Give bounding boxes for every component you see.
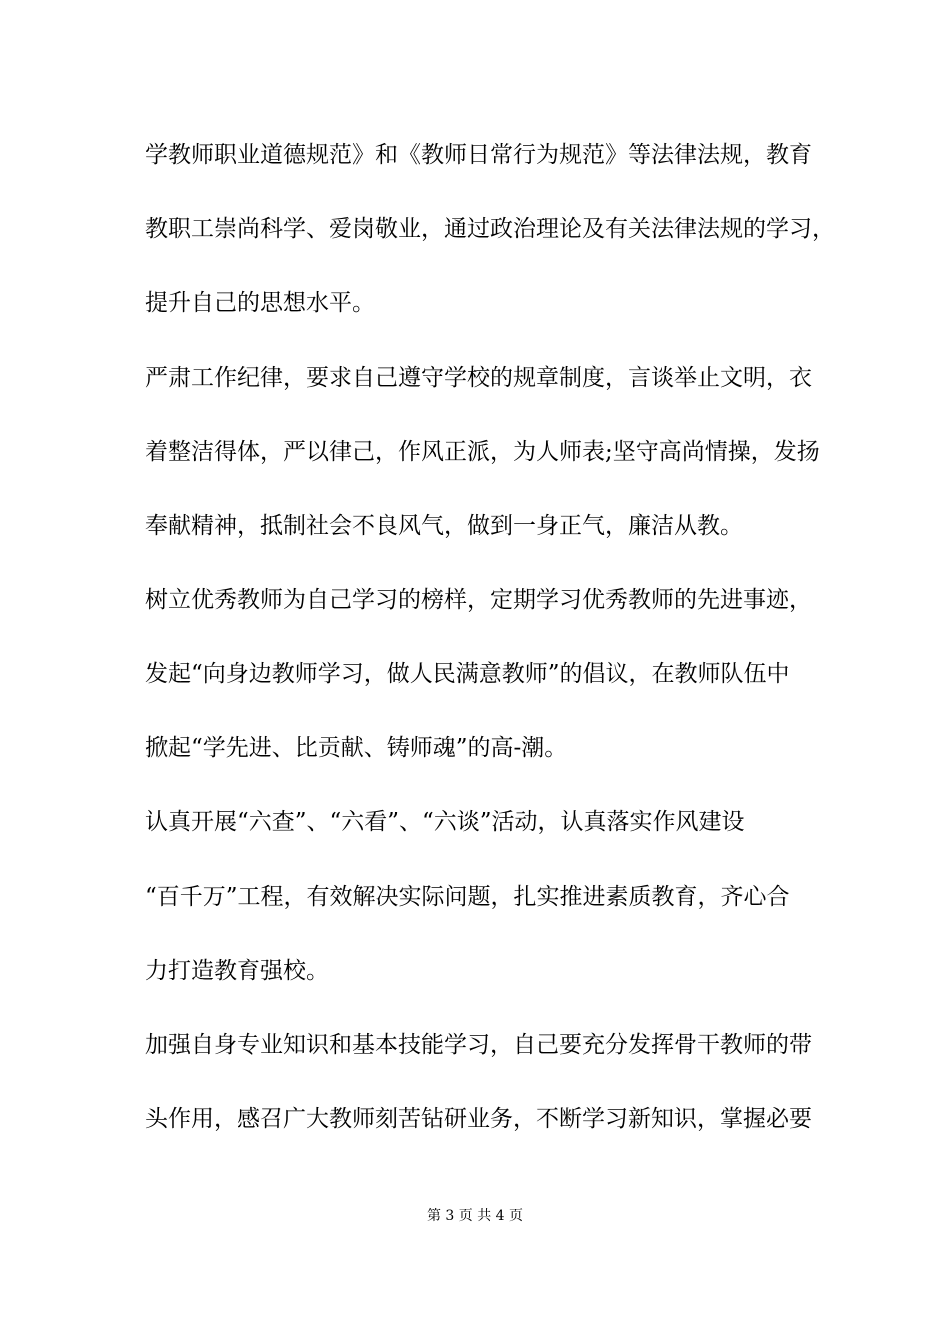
text-line: 加强自身专业知识和基本技能学习，自己要充分发挥骨干教师的带 <box>145 1032 812 1058</box>
text-line: 着整洁得体，严以律己，作风正派，为人师表;坚守高尚情操，发扬 <box>145 439 820 465</box>
page-number-footer: 第 3 页 共 4 页 <box>426 1208 524 1224</box>
text-line: 奉献精神，抵制社会不良风气，做到一身正气，廉洁从教。 <box>145 513 743 539</box>
text-line: 认真开展“六查”、“六看”、“六谈”活动，认真落实作风建设 <box>145 809 745 835</box>
text-line: 掀起“学先进、比贡献、铸师魂”的高-潮。 <box>145 735 568 761</box>
text-line: 发起“向身边教师学习，做人民满意教师”的倡议，在教师队伍中 <box>145 661 790 687</box>
text-line: 力打造教育强校。 <box>145 958 329 984</box>
text-line: 严肃工作纪律，要求自己遵守学校的规章制度，言谈举止文明，衣 <box>145 365 812 391</box>
text-line: 学教师职业道德规范》和《教师日常行为规范》等法律法规，教育 <box>145 142 812 168</box>
text-line: 教职工崇尚科学、爱岗敬业，通过政治理论及有关法律法规的学习， <box>145 216 835 242</box>
text-line: 提升自己的思想水平。 <box>145 290 375 316</box>
text-line: 树立优秀教师为自己学习的榜样，定期学习优秀教师的先进事迹， <box>145 587 812 613</box>
text-line: 头作用，感召广大教师刻苦钻研业务，不断学习新知识，掌握必要 <box>145 1106 812 1132</box>
text-line: “百千万”工程，有效解决实际问题，扎实推进素质教育，齐心合 <box>145 884 790 910</box>
